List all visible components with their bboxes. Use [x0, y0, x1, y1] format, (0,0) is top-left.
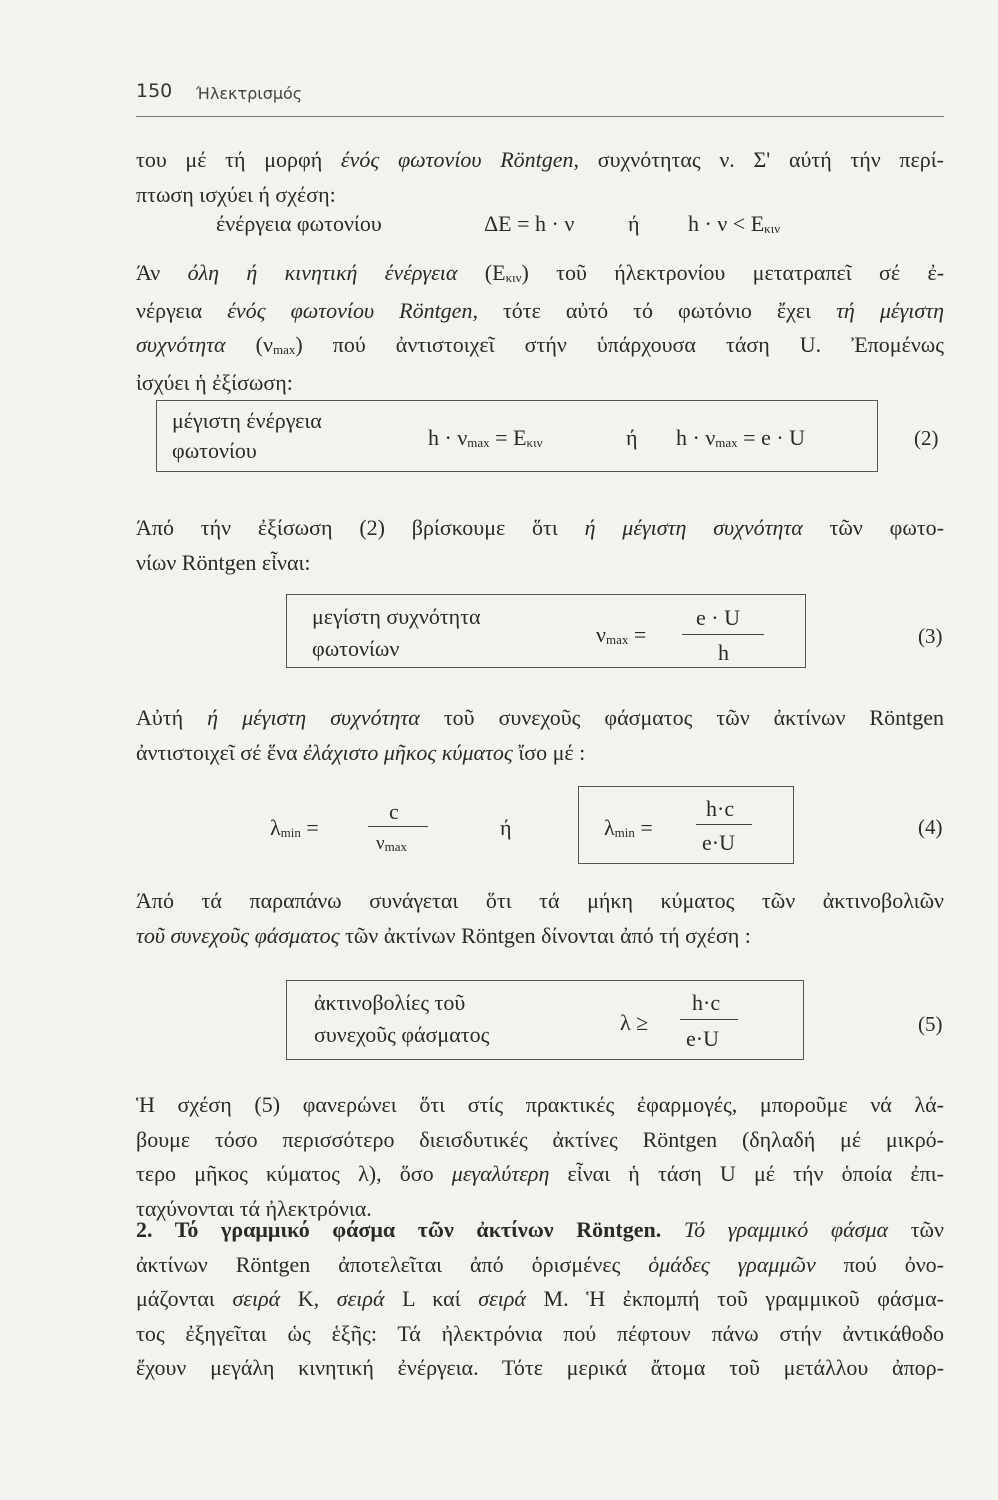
fraction-bar — [680, 1019, 738, 1020]
intro-paragraph — [136, 143, 944, 212]
header-rule — [136, 116, 944, 117]
equation-4-lhs: λmin = — [270, 815, 319, 840]
running-title: Ήλεκτρισμός — [196, 84, 303, 103]
equation-4-lhs-boxed: λmin = — [604, 815, 653, 840]
equation-number: (5) — [918, 1012, 943, 1036]
paragraph-kinetic-energy — [136, 256, 944, 400]
text-line: ἀκτίνων Röntgen ἀποτελεῖται ἀπό ὁρισμένες ὁμάδες γραμμῶν πού ὀνο- — [136, 1251, 944, 1277]
or-word: ή — [626, 425, 638, 450]
text-line: Άν όλη ή κινητική ένέργεια (Εκιν) τοῦ ήλεκτρονίου μετατραπεῖ σέ ἐ- — [136, 260, 945, 285]
fraction-bar — [682, 634, 764, 635]
inequality: h · ν < Εκιν — [688, 211, 781, 236]
text-line: τος ἐξηγεῖται ὡς ἑξῆς: Τά ἠλεκτρόνια πού πέφτουν πάνω στήν ἀντικάθοδο — [136, 1320, 944, 1346]
equation-3-denominator: h — [718, 640, 729, 665]
equation-5-denominator: e·U — [686, 1026, 719, 1051]
equation-2-rhs: h · νmax = e · U — [676, 425, 806, 450]
equation-4-numerator-boxed: h·c — [706, 796, 735, 821]
equation-4-denominator: νmax — [376, 833, 407, 854]
page-number: 150 — [136, 80, 173, 102]
section-heading: 2. Τό γραμμικό φάσμα τῶν ἀκτίνων Röntgen. — [136, 1217, 662, 1242]
text-line: τοῦ συνεχοῦς φάσματος τῶν ἀκτίνων Röntgen δίνονται ἀπό τή σχέση : — [136, 922, 751, 948]
text-line: ἔχουν μεγάλη κινητική ἐνέργεια. Τότε μερικά ἄτομα τοῦ μετάλλου ἀπορ- — [136, 1355, 944, 1380]
energy-label: ένέργεια φωτονίου — [216, 211, 382, 236]
equation-4-numerator: c — [389, 799, 399, 824]
text-line: ταχύνονται τά ἠλεκτρόνια. — [136, 1195, 372, 1221]
equation-5-numerator: h·c — [692, 990, 721, 1015]
equation-5-label: ἀκτινοβολίες τοῦ συνεχοῦς φάσματος — [314, 990, 490, 1047]
equation-number: (3) — [918, 624, 943, 648]
fraction-bar — [696, 824, 752, 825]
photon-energy-equation — [216, 211, 382, 237]
text-line: 2. Τό γραμμικό φάσμα τῶν ἀκτίνων Röntgen. Τό γραμμικό φάσμα τῶν — [136, 1217, 944, 1242]
text-line: νίων Röntgen εἶναι: — [136, 549, 311, 575]
page-header — [136, 80, 944, 114]
text-line: ἀντιστοιχεῖ σέ ἕνα ἐλάχιστο μῆκος κύματος ἴσο μέ : — [136, 739, 586, 765]
paragraph-practical-applications — [136, 1088, 944, 1226]
fraction-bar — [368, 826, 428, 827]
text-line: συχνότητα (νmax) πού ἀντιστοιχεῖ στήν ὑπάρχουσα τάση U. Ἐπομένως — [136, 332, 944, 357]
or-word: ή — [628, 211, 640, 236]
equation-3-lhs: νmax = — [596, 622, 647, 647]
text-line: Άπό τά παραπάνω συνάγεται ὅτι τά μήκη κύματος τῶν ἀκτινοβολιῶν — [136, 888, 944, 913]
paragraph-continuous-spectrum — [136, 884, 944, 953]
equation-2-lhs: h · νmax = Εκιν — [428, 425, 543, 450]
delta-e-equation: ΔΕ = h · ν — [484, 211, 575, 236]
text-line: νέργεια ένός φωτονίου Röntgen, τότε αὐτό τό φωτόνιο ἔχει τή μέγιστη — [136, 297, 944, 323]
text-line: πτωση ισχύει ή σχέση: — [136, 181, 336, 207]
equation-4-denominator-boxed: e·U — [702, 830, 735, 855]
equation-5-lambda: λ ≥ — [620, 1010, 649, 1035]
section-2-line-spectrum — [136, 1213, 944, 1386]
equation-3-label: μεγίστη συχνότητα φωτονίων — [312, 604, 481, 661]
equation-number: (2) — [914, 426, 939, 450]
equation-3-numerator: e · U — [696, 605, 740, 630]
equation-number: (4) — [918, 815, 943, 839]
text-line: Άπό τήν ἐξίσωση (2) βρίσκουμε ὅτι ή μέγιστη συχνότητα τῶν φωτο- — [136, 515, 944, 540]
text-line: ἰσχύει ἡ ἐξίσωση: — [136, 369, 293, 395]
text-line: Ἡ σχέση (5) φανερώνει ὅτι στίς πρακτικές ἐφαρμογές, μποροῦμε νά λά- — [136, 1092, 944, 1117]
text-line: του μέ τή μορφή ένός φωτονίου Röntgen, συχνότητας ν. Σ' αύτή τήν περί- — [136, 147, 944, 172]
or-word: ή — [500, 815, 512, 840]
paragraph-max-frequency — [136, 511, 944, 580]
text-line: Αὐτή ή μέγιστη συχνότητα τοῦ συνεχοῦς φάσματος τῶν ἀκτίνων Röntgen — [136, 705, 944, 730]
equation-2-label: μέγιστη ένέργεια φωτονίου — [172, 408, 322, 463]
text-line: τερο μῆκος κύματος λ), ὅσο μεγαλύτερη εἶναι ἡ τάση U μέ τήν ὁποία ἐπι- — [136, 1161, 944, 1186]
text-line: μάζονται σειρά K, σειρά L καί σειρά M. Ἡ ἐκπομπή τοῦ γραμμικοῦ φάσμα- — [136, 1286, 944, 1311]
paragraph-min-wavelength — [136, 701, 944, 770]
text-line: βουμε τόσο περισσότερο διεισδυτικές ἀκτίνες Röntgen (δηλαδή μέ μικρό- — [136, 1126, 944, 1152]
